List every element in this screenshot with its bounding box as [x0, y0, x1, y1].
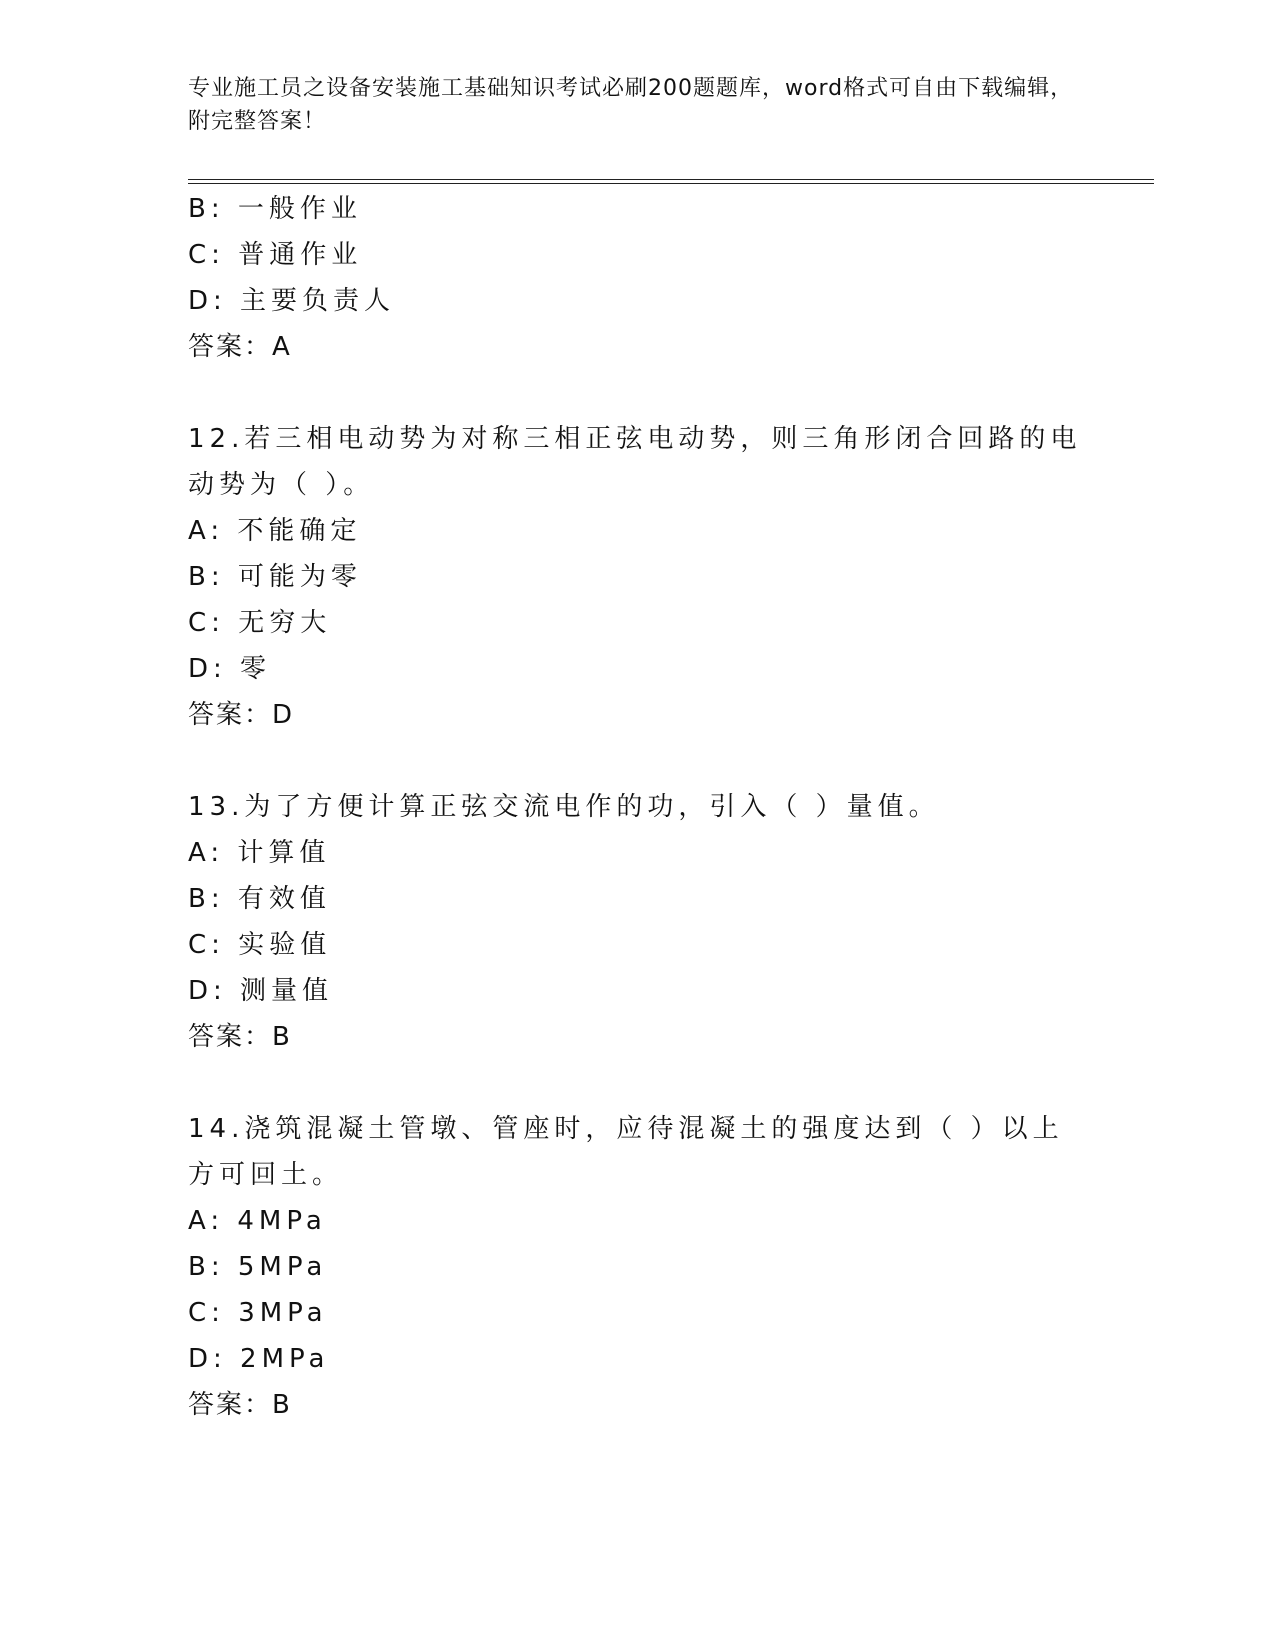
header-divider-top — [188, 179, 1154, 180]
option-text: 3MPa — [238, 1298, 328, 1328]
option-label: B: — [188, 884, 225, 914]
question-list — [188, 186, 1088, 1428]
option-row — [188, 600, 1088, 646]
option-row — [188, 1244, 1088, 1290]
option-text: 可能为零 — [237, 562, 362, 592]
option-label: C: — [188, 1298, 225, 1328]
option-text: 普通作业 — [238, 240, 363, 270]
spacer — [188, 738, 1088, 784]
header-divider-bottom — [188, 183, 1154, 184]
option-text: 主要负责人 — [240, 286, 396, 316]
option-row — [188, 1290, 1088, 1336]
question-stem: 12.若三相电动势为对称三相正弦电动势，则三角形闭合回路的电动势为（ ）。 — [188, 424, 1082, 500]
option-row — [188, 968, 1088, 1014]
answer-line: 答案：D — [188, 700, 295, 730]
option-label: D: — [188, 286, 227, 316]
option-label: A: — [188, 1206, 225, 1236]
option-text: 测量值 — [240, 976, 334, 1006]
option-text: 有效值 — [237, 884, 331, 914]
option-text: 无穷大 — [238, 608, 332, 638]
option-text: 一般作业 — [237, 194, 362, 224]
option-text: 不能确定 — [237, 516, 362, 546]
question-stem: 13.为了方便计算正弦交流电作的功，引入（ ）量值。 — [188, 792, 940, 822]
option-text: 实验值 — [238, 930, 332, 960]
document-header: 专业施工员之设备安装施工基础知识考试必刷200题题库，word格式可自由下载编辑，附完整答案！ — [188, 76, 1074, 134]
option-row — [188, 1198, 1088, 1244]
option-label: D: — [188, 1344, 227, 1374]
option-text: 4MPa — [237, 1206, 327, 1236]
option-text: 零 — [240, 654, 272, 684]
option-row — [188, 830, 1088, 876]
option-label: B: — [188, 194, 225, 224]
spacer — [188, 370, 1088, 416]
option-row — [188, 186, 1088, 232]
option-row — [188, 1336, 1088, 1382]
spacer — [188, 1060, 1088, 1106]
option-label: D: — [188, 976, 227, 1006]
option-text: 2MPa — [240, 1344, 330, 1374]
option-label: C: — [188, 608, 225, 638]
option-label: C: — [188, 930, 225, 960]
answer-line: 答案：A — [188, 332, 292, 362]
option-row — [188, 646, 1088, 692]
answer-line: 答案：B — [188, 1022, 292, 1052]
option-label: C: — [188, 240, 225, 270]
option-label: B: — [188, 1252, 225, 1282]
option-label: B: — [188, 562, 225, 592]
option-row — [188, 876, 1088, 922]
option-label: A: — [188, 516, 225, 546]
option-row — [188, 554, 1088, 600]
option-row — [188, 922, 1088, 968]
answer-line: 答案：B — [188, 1390, 292, 1420]
option-row — [188, 232, 1088, 278]
option-text: 计算值 — [237, 838, 331, 868]
question-stem: 14.浇筑混凝土管墩、管座时，应待混凝土的强度达到（ ）以上方可回土。 — [188, 1114, 1064, 1190]
option-text: 5MPa — [237, 1252, 328, 1282]
option-label: A: — [188, 838, 225, 868]
option-label: D: — [188, 654, 227, 684]
option-row — [188, 278, 1088, 324]
option-row — [188, 508, 1088, 554]
